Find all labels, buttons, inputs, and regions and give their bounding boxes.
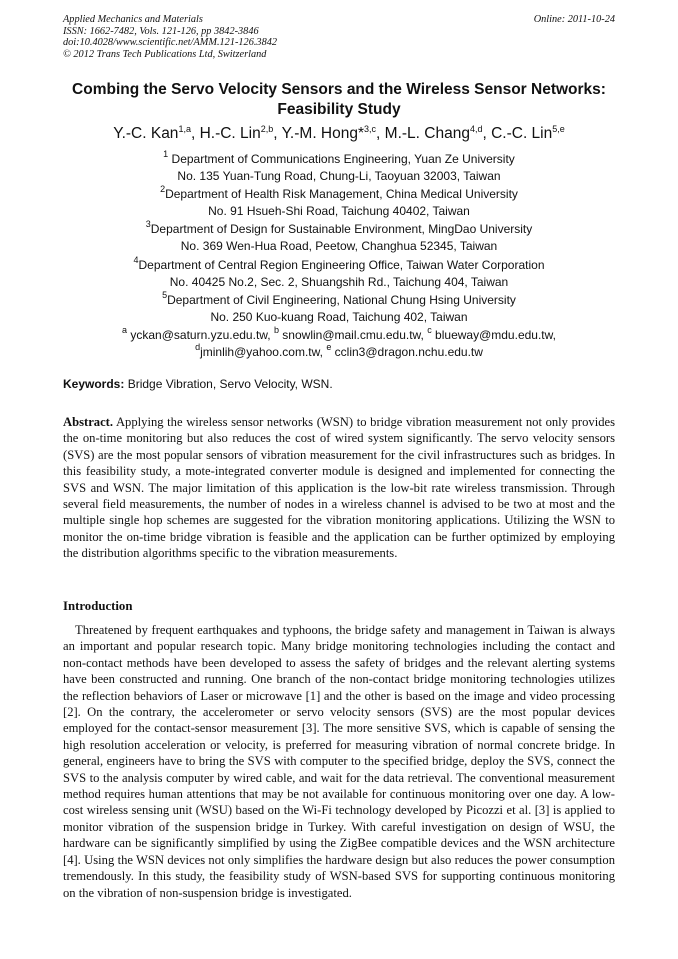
affiliation: [40, 289, 638, 326]
author-sep: ,: [190, 125, 200, 142]
author-sep: ,: [482, 125, 492, 142]
abstract-text: Applying the wireless sensor networks (WSN) to bridge vibration measurement not only provides the on-time monitoring but also reduces the cost of wired system significantly. The servo velocity sensors (SVS) are the most popular sensors of vibration measurement for the civil infrastructures such as bridges. In this feasibility study, a mote-integrated converter module is designed and implemented for connecting the SVS and WSN. The major limitation of this application is the low-bit rate wireless transmission. Through several field measurements, the number of nodes in a wireless channel is advised to be two at most and the multiple single hop schemes are suggested for the vibration monitoring applications. Utilizing the WSN to monitor the on-time bridge vibration is feasible and the application can be further optimized by employing the distribution algorithms specific to the vibration measurements.: [63, 415, 615, 561]
abstract-label: Abstract.: [63, 415, 114, 429]
paper-title: Combing the Servo Velocity Sensors and the Wireless Sensor Networks: Feasibility Study: [72, 81, 606, 118]
email-address: cclin3@dragon.nchu.edu.tw: [331, 344, 483, 359]
affiliation-dept: Department of Design for Sustainable Environment, MingDao University: [150, 222, 533, 237]
section-heading-introduction: Introduction: [63, 599, 133, 613]
issn-line: ISSN: 1662-7482, Vols. 121-126, pp 3842-3846: [63, 25, 259, 37]
affiliation-dept: Department of Central Region Engineering Office, Taiwan Water Corporation: [138, 257, 545, 272]
affiliation-sup: 2: [160, 184, 166, 195]
author-sup: 5,e: [552, 124, 565, 134]
email-sup: c: [427, 324, 432, 335]
affiliation-address: No. 250 Kuo-kuang Road, Taichung 402, Taiwan: [210, 309, 468, 324]
online-date: Online: 2011-10-24: [533, 14, 615, 25]
introduction-paragraph: Threatened by frequent earthquakes and typhoons, the bridge safety and management in Taiwan is always an important and popular research topic. Many bridge monitoring technologies including the contact and non-contact methods have been developed to assess the safety of bridges and the relevant alerting systems have been constructed and running. One branch of the non-contact bridge monitoring technologies utilizes the reflection behaviors of Laser or microwave [1] and the other is based on the image and video processing [2]. On the contrary, the accelerometer or servo velocity sensors (SVS) are the most popular devices employed for the contact-sensor measurement [3]. The more sensitive SVS, which is capable of sensing the high resolution acceleration or velocity, is preferred for measuring vibration of normal concrete bridge. In general, engineers have to bring the SVS with computer to the specified bridge, deploy the SVS, connect the SVS to the analysis computer by wired cable, and wait for the data retrieval. The conventional measurement method requires human attentions that may be not available for continuous monitoring over one day. A low-cost wireless sensing unit (WSU) based on the Wi-Fi technology developed by Picozzi et al. [3] is applied to monitor vibration of the suspension bridge in Turkey. With careful investigation on design of WSU, the hardware can be significantly simplified by using the ZigBee compatible devices and the WSN architecture [4]. Using the WSN devices not only simplifies the hardware design but also reduces the power consumption tremendously. In this study, the feasibility study of WSN-based SVS for supporting continuous monitoring on the vibration of non-suspension bridge is investigated.: [63, 623, 615, 900]
email-address: blueway@mdu.edu.tw,: [431, 327, 556, 342]
affiliation-sup: 5: [162, 289, 168, 300]
author-list: [40, 124, 638, 144]
keywords-text: Bridge Vibration, Servo Velocity, WSN.: [124, 377, 333, 391]
author-sep: ,: [376, 125, 385, 142]
affiliation-dept: Department of Health Risk Management, China Medical University: [165, 187, 518, 202]
email-sup: e: [326, 341, 332, 352]
author-sup: 3,c: [364, 124, 377, 134]
email-address: yckan@saturn.yzu.edu.tw,: [127, 327, 274, 342]
affiliation-sup: 3: [145, 219, 151, 230]
affiliation: [40, 254, 638, 291]
author-name: M.-L. Chang: [384, 125, 470, 142]
author-name: H.-C. Lin: [199, 125, 261, 142]
affiliation-address: No. 135 Yuan-Tung Road, Chung-Li, Taoyuan 32003, Taiwan: [177, 169, 501, 183]
keywords-label: Keywords:: [63, 377, 125, 391]
affiliation-dept: Department of Communications Engineering, Yuan Ze University: [168, 152, 515, 166]
author-name: C.-C. Lin: [491, 125, 553, 142]
email-sup: b: [273, 324, 279, 335]
affiliation: [40, 221, 638, 255]
affiliation-address: No. 369 Wen-Hua Road, Peetow, Changhua 52345, Taiwan: [180, 239, 498, 254]
affiliation-dept: Department of Civil Engineering, National Chung Hsing University: [167, 292, 516, 307]
author-sep: ,: [273, 125, 282, 142]
affiliations: [40, 151, 638, 361]
affiliation-address: No. 40425 No.2, Sec. 2, Shuangshih Rd., Taichung 404, Taiwan: [169, 274, 509, 289]
author-sup: 2,b: [260, 124, 274, 134]
email-address: jminlih@yahoo.com.tw,: [200, 344, 327, 359]
email-address: snowlin@mail.cmu.edu.tw,: [278, 327, 428, 342]
author-sup: 4,d: [469, 124, 483, 134]
author-sup: 1,a: [178, 124, 191, 134]
affiliation-address: No. 91 Hsueh-Shi Road, Taichung 40402, Taiwan: [208, 204, 470, 219]
doi-line: doi:10.4028/www.scientific.net/AMM.121-126.3842: [63, 37, 278, 48]
affiliation: [40, 186, 638, 220]
author-name: Y.-C. Kan: [113, 125, 179, 142]
email-sup: d: [195, 341, 201, 352]
copyright-line: © 2012 Trans Tech Publications Ltd, Switzerland: [63, 48, 267, 60]
author-name: Y.-M. Hong*: [281, 125, 365, 142]
affiliation-sup: 4: [133, 254, 139, 265]
affiliation: [40, 151, 638, 185]
keywords-line: [63, 376, 615, 393]
affiliation-sup: 1: [163, 149, 169, 159]
journal-name: Applied Mechanics and Materials: [63, 14, 203, 25]
abstract-paragraph: [63, 414, 615, 562]
email-sup: a: [122, 324, 128, 335]
journal-header: [63, 14, 615, 60]
email-list: [40, 324, 638, 361]
